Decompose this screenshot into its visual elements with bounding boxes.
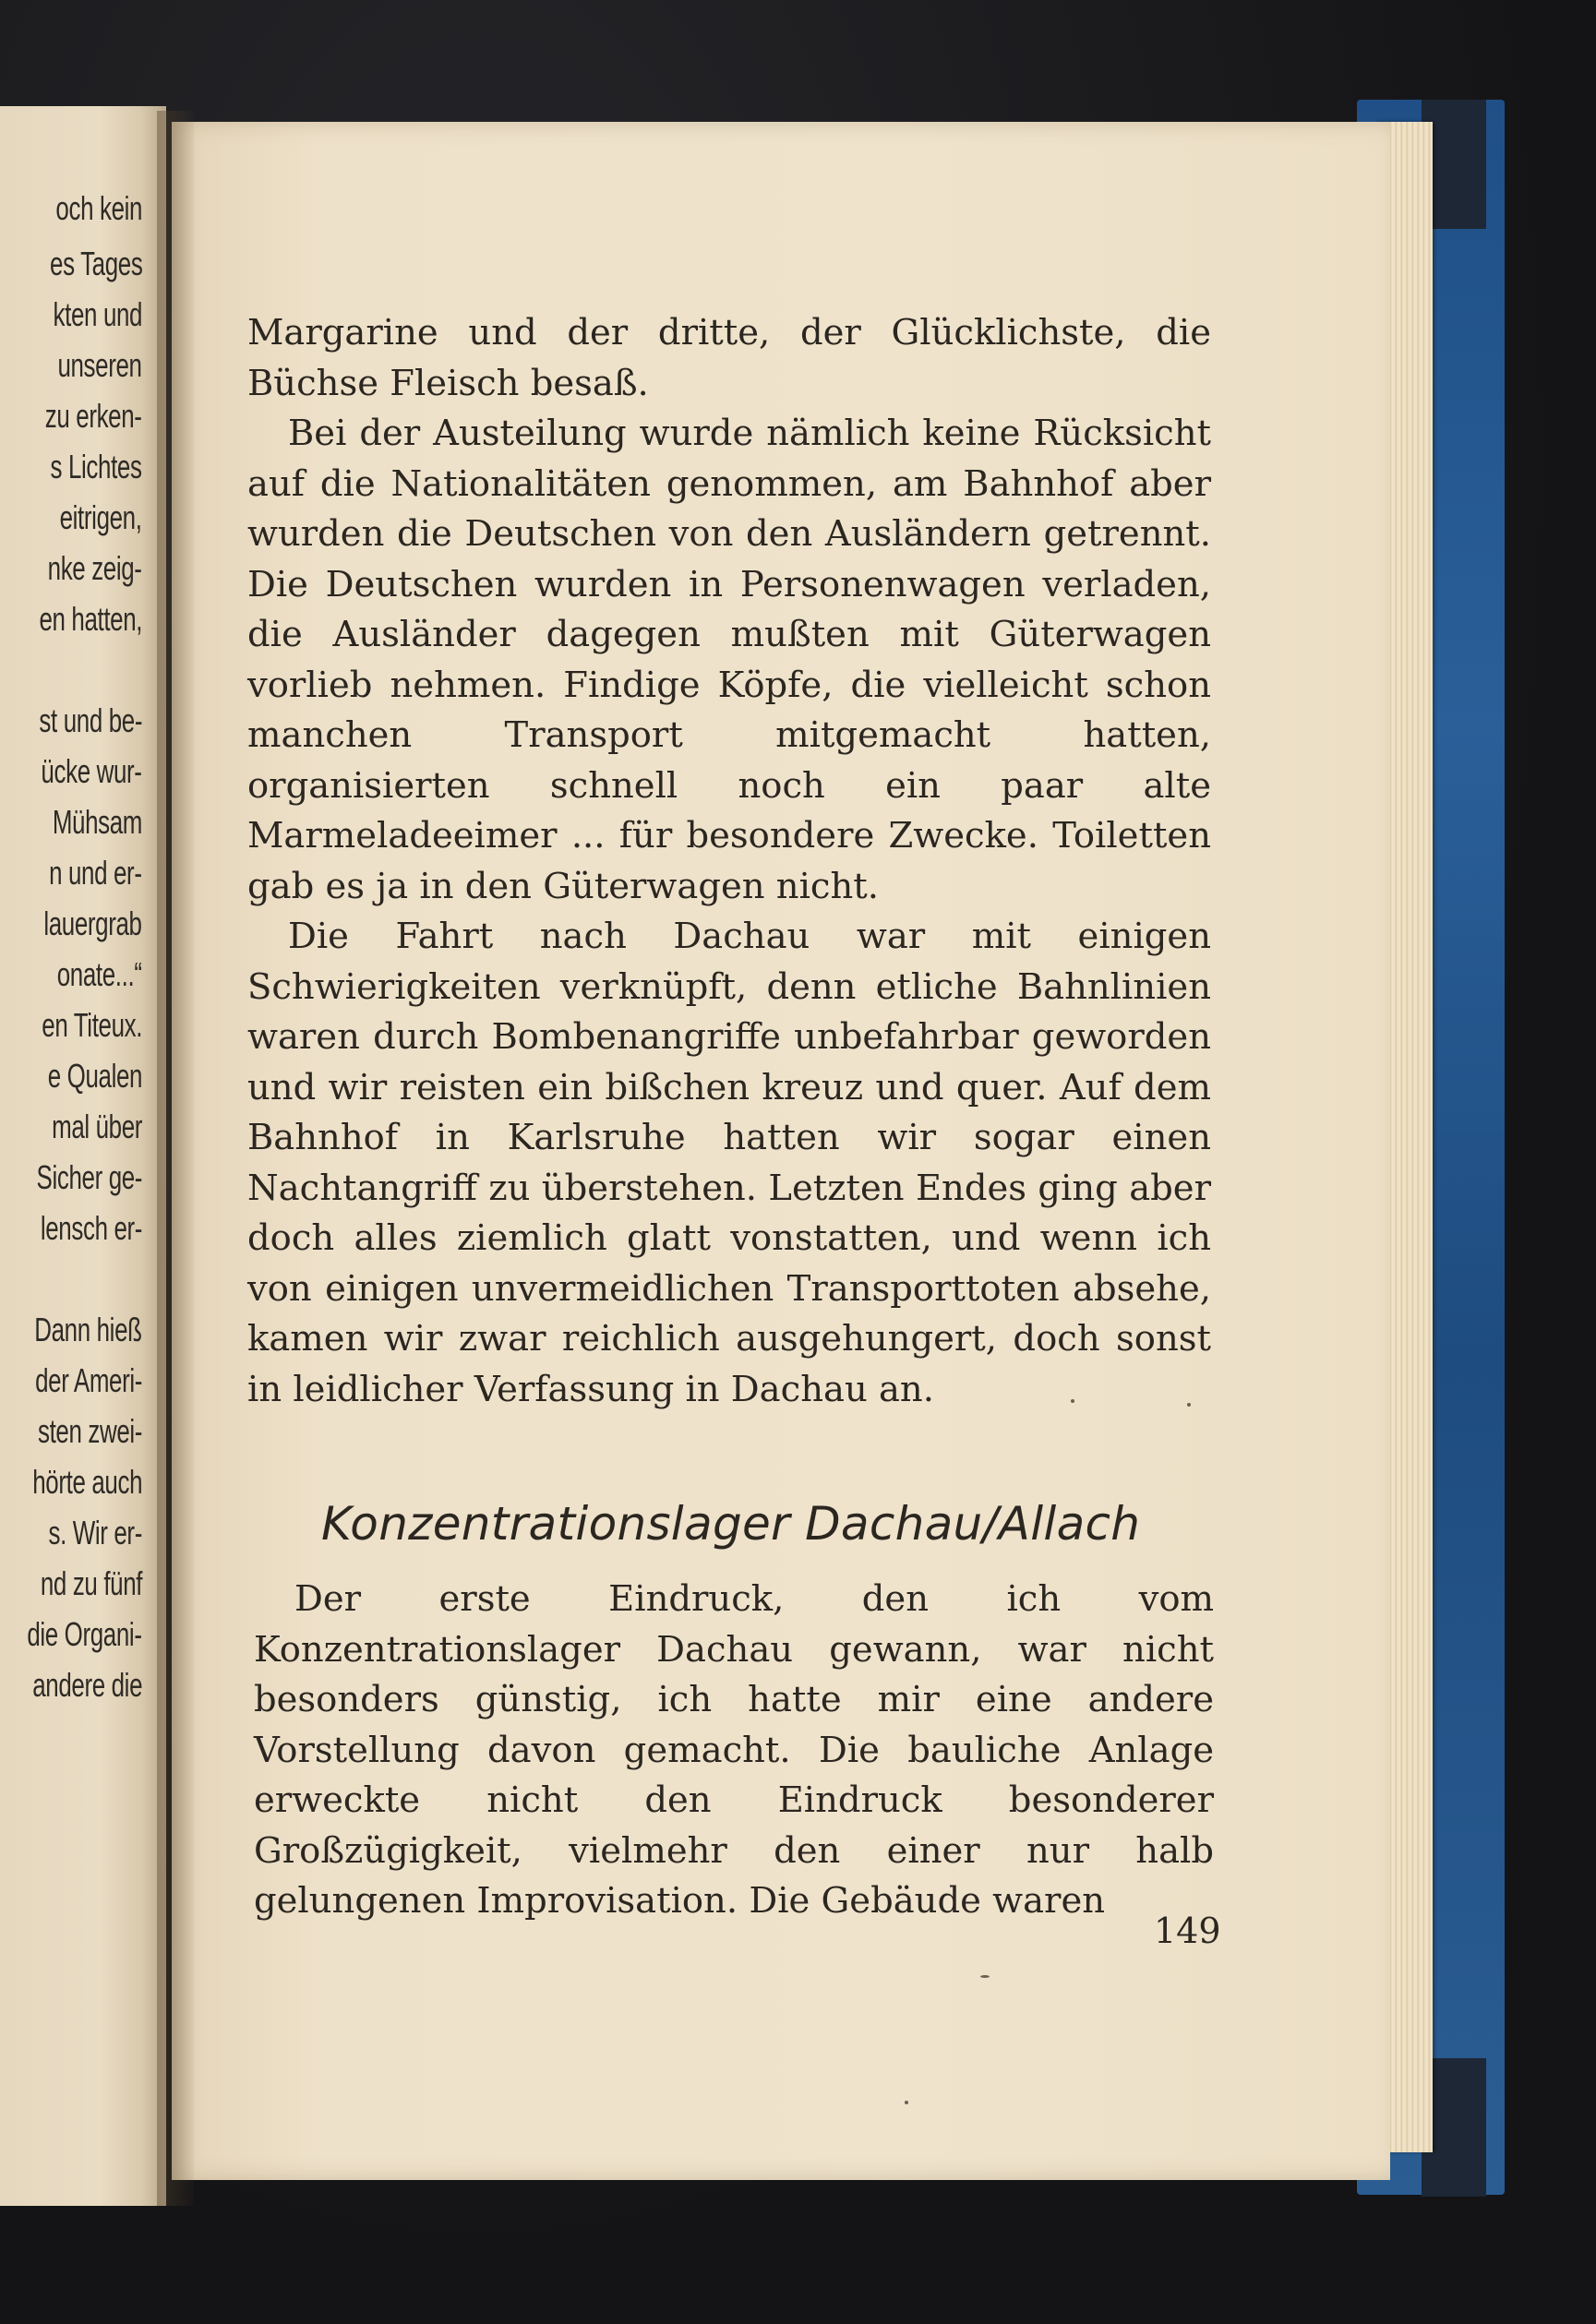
- paragraph-3: Die Fahrt nach Dachau war mit einigen Schwierigkeiten verknüpft, denn etliche Bahnlinien waren durch Bombenangriffe unbefahrbar geworden und wir reisten ein bißchen kreuz und quer. Auf dem Bahnhof in Karlsruhe hatten wir sogar einen Nachtangriff zu überstehen. Letzten Endes ging aber doch alles ziemlich glatt vonstatten, und wenn ich von einigen unvermeidlichen Transporttoten absehe, kamen wir zwar reichlich ausgehungert, doch sonst in leidlicher Verfassung in Dachau an.: [247, 916, 1211, 1410]
- left-page-line: st und be-: [39, 701, 142, 739]
- left-page-line: Mühsam: [52, 803, 142, 841]
- speck: [1071, 1399, 1074, 1403]
- left-page-line: eitrigen,: [60, 498, 142, 536]
- left-page-line: Dann hieß: [34, 1311, 142, 1348]
- left-page-line: mal über: [52, 1108, 142, 1145]
- left-page-line: die Organi-: [27, 1615, 142, 1653]
- left-page-line: kten und: [53, 295, 142, 333]
- left-page-line: en Titeux.: [42, 1006, 142, 1044]
- left-page-line: e Qualen: [47, 1057, 142, 1095]
- left-page-line: es Tages: [49, 245, 142, 282]
- left-page-line: onate...“: [57, 955, 142, 993]
- section-body: [254, 1575, 1214, 1927]
- left-page-text: [0, 106, 142, 2206]
- left-page-line: Sicher ge-: [36, 1158, 142, 1196]
- section-heading: Konzentrationslager Dachau/Allach: [321, 1497, 1141, 1551]
- paragraph-1: Margarine und der dritte, der Glücklichste, die Büchse Fleisch besaß.: [247, 312, 1211, 404]
- speck: [980, 1975, 990, 1978]
- left-page-line: zu erken-: [45, 397, 142, 435]
- page-body: [247, 308, 1211, 1415]
- left-facing-page: [0, 106, 166, 2206]
- left-page-line: nke zeig-: [48, 549, 142, 587]
- left-page-line: nd zu fünf: [40, 1564, 142, 1602]
- paragraph-2: Bei der Austeilung wurde nämlich keine Rücksicht auf die Nationalitäten genommen, am Bahnhof aber wurden die Deutschen von den Ausländern getrennt. Die Deutschen wurden in Personenwagen verladen, die Ausländer dagegen mußten mit Güterwagen vorlieb nehmen. Findige Köpfe, die vielleicht schon manchen Transport mitgemacht hatten, organisierten schnell noch ein paar alte Marmeladeeimer ... für besondere Zwecke. Toiletten gab es ja in den Güterwagen nicht.: [247, 413, 1211, 907]
- left-page-line: ücke wur-: [41, 752, 142, 790]
- left-page-line: lensch er-: [40, 1209, 142, 1247]
- left-page-line: unseren: [57, 346, 142, 384]
- paragraph-4: Der erste Eindruck, den ich vom Konzentrationslager Dachau gewann, war nicht besonders günstig, ich hatte mir eine andere Vorstellung davon gemacht. Die bauliche Anlage erweckte nicht den Eindruck besonderer Großzügigkeit, vielmehr den einer nur halb gelungenen Improvisation. Die Gebäude waren: [254, 1578, 1214, 1922]
- left-page-line: n und er-: [49, 854, 142, 892]
- page-number: 149: [1154, 1911, 1221, 1951]
- left-page-line: lauergrab: [43, 904, 142, 942]
- left-page-line: s. Wir er-: [48, 1514, 142, 1551]
- left-page-line: hörte auch: [32, 1463, 142, 1501]
- left-page-line: och kein: [55, 189, 142, 227]
- left-page-line: andere die: [32, 1666, 142, 1704]
- speck: [1187, 1403, 1191, 1407]
- left-page-line: der Ameri-: [35, 1361, 142, 1399]
- left-page-line: sten zwei-: [37, 1412, 142, 1450]
- left-page-line: s Lichtes: [50, 448, 142, 485]
- left-page-line: en hatten,: [39, 600, 142, 638]
- speck: [905, 2101, 908, 2104]
- gutter-shadow: [157, 111, 194, 2206]
